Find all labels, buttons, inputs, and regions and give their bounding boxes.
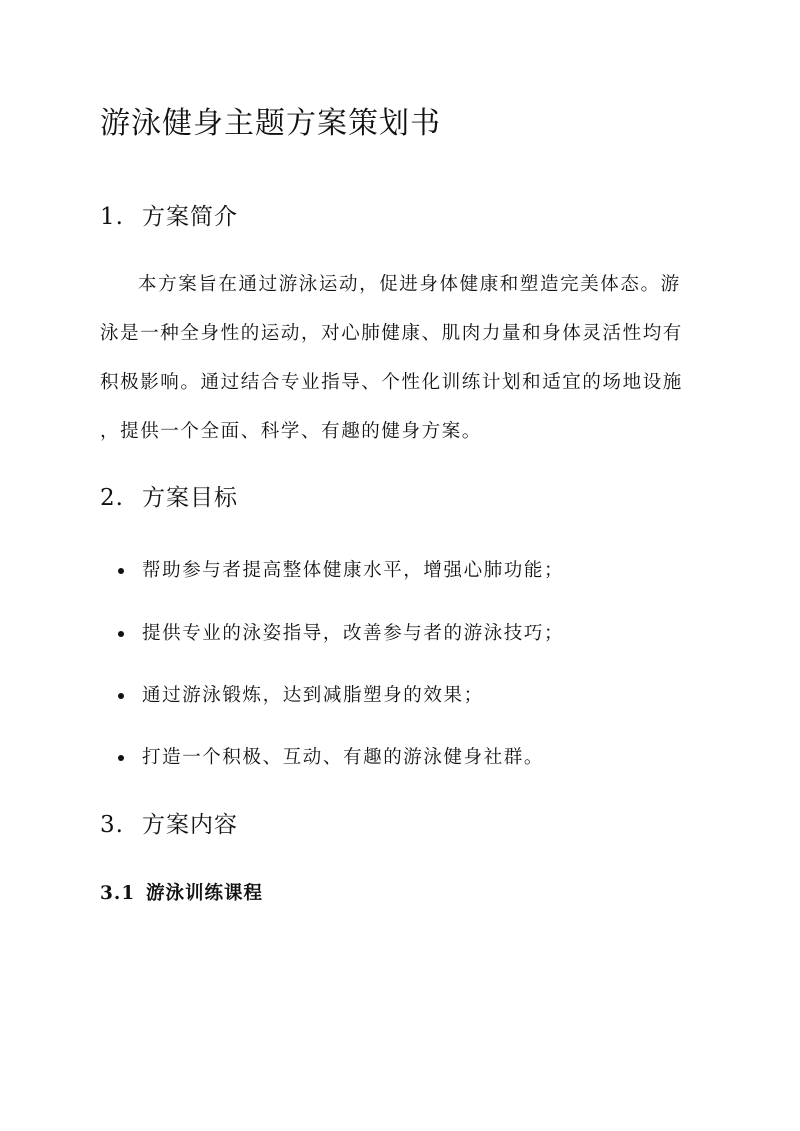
intro-line: 本方案旨在通过游泳运动，促进身体健康和塑造完美体态。游 bbox=[138, 274, 681, 295]
subsection-heading bbox=[100, 879, 263, 905]
section-heading-intro bbox=[100, 198, 238, 231]
bullet-icon bbox=[118, 755, 124, 761]
section-title: 方案内容 bbox=[142, 812, 238, 838]
goal-text: 通过游泳锻炼，达到减脂塑身的效果； bbox=[142, 685, 484, 706]
section-heading-content bbox=[100, 806, 238, 839]
goal-text: 帮助参与者提高整体健康水平，增强心肺功能； bbox=[142, 560, 565, 581]
section-number: 3. bbox=[100, 812, 124, 838]
subsection-title: 游泳训练课程 bbox=[146, 883, 264, 904]
section-title: 方案目标 bbox=[142, 485, 238, 511]
bullet-icon bbox=[118, 568, 124, 574]
section-number: 2. bbox=[100, 485, 124, 511]
goal-item bbox=[118, 681, 484, 707]
goal-item bbox=[118, 619, 564, 645]
intro-line: 泳是一种全身性的运动，对心肺健康、肌肉力量和身体灵活性均有 bbox=[100, 323, 683, 344]
goal-item bbox=[118, 556, 564, 582]
goal-text: 提供专业的泳姿指导，改善参与者的游泳技巧； bbox=[142, 623, 565, 644]
section-title: 方案简介 bbox=[142, 204, 238, 230]
bullet-icon bbox=[118, 693, 124, 699]
subsection-number: 3.1 bbox=[100, 883, 136, 904]
bullet-icon bbox=[118, 631, 124, 637]
section-heading-goals bbox=[100, 479, 238, 512]
goal-text: 打造一个积极、互动、有趣的游泳健身社群。 bbox=[142, 747, 545, 768]
section-number: 1. bbox=[100, 204, 124, 230]
document-title: 游泳健身主题方案策划书 bbox=[100, 106, 441, 141]
intro-line: 积极影响。通过结合专业指导、个性化训练计划和适宜的场地设施 bbox=[100, 372, 683, 393]
goal-item bbox=[118, 743, 544, 769]
intro-line: ，提供一个全面、科学、有趣的健身方案。 bbox=[100, 421, 482, 442]
